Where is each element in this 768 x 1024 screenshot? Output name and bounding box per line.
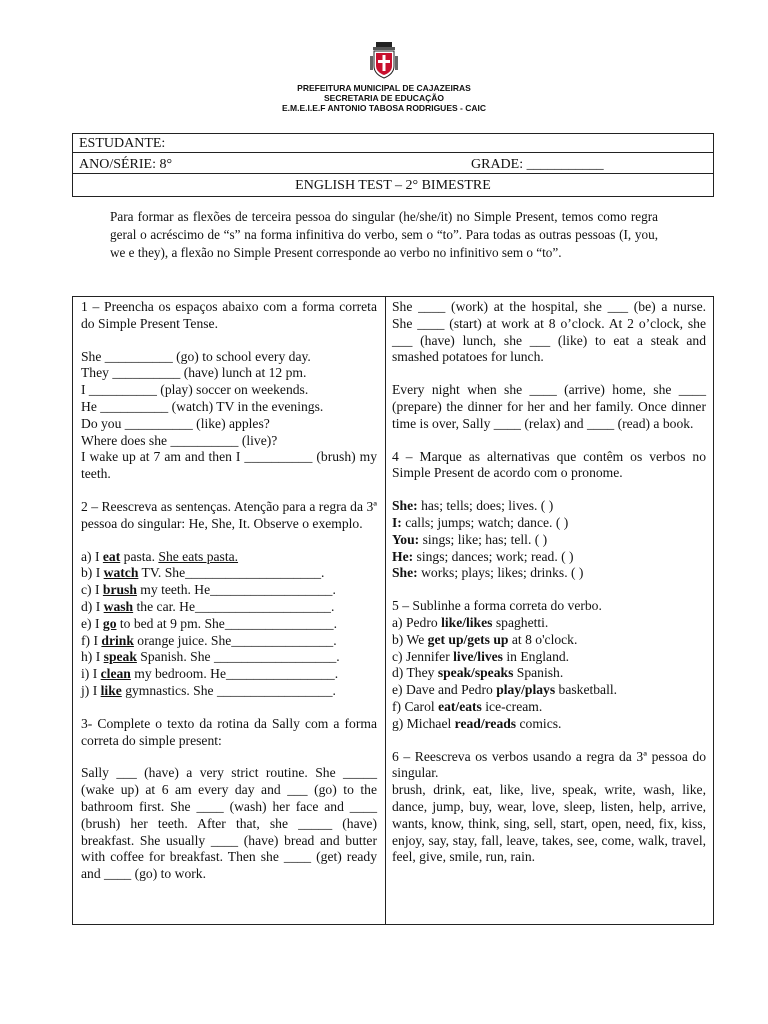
q1-line: She __________ (go) to school every day. [81,348,311,364]
grade-label: GRADE: ___________ [471,157,604,172]
q1-line: Where does she __________ (live)? [81,432,278,448]
q4-item: He: sings; dances; work; read. ( ) [392,548,574,564]
q1-line: I __________ (play) soccer on weekends. [81,382,309,398]
q5-item: c) Jennifer live/lives in England. [392,648,570,664]
q2-item: i) I clean my bedroom. He________________. [81,666,339,682]
q5-block [392,598,706,732]
test-title-row [73,176,713,194]
q4-item: She: has; tells; does; lives. ( ) [392,498,554,514]
q3-paragraph-1: Sally ___ (have) a very strict routine. She _____ (wake up) at 6 am every day and ___ (go) to the bathroom first. She ____ (wash) her face and ____ (brush) her teeth. After that, she _____ (have) breakfast. She usually ____ (have) bread and butter with coffee for breakfast. Then she ____ (get) ready and ____ (go) to work. [81,765,377,882]
q3-title: 3- Complete o texto da rotina da Sally com a forma correta do simple present: [81,715,377,748]
left-column [81,299,377,883]
header-line-3: E.M.E.I.E.F ANTONIO TABOSA RODRIGUES - CAIC [281,103,486,113]
student-info-box [72,133,714,197]
q3-paragraph-3: Every night when she ____ (arrive) home, she ____ (prepare) the dinner for her and her family. Once dinner time is over, Sally ____ (relax) and ____ (read) a book. [392,382,706,431]
q4-items [392,498,706,582]
q2-example: a) I eat pasta. She eats pasta. [81,548,239,564]
q5-item: d) They speak/speaks Spanish. [392,665,564,681]
right-column [392,299,706,866]
q1-last-line: I wake up at 7 am and then I __________ (brush) my teeth. [81,449,377,482]
column-divider [385,297,386,924]
q1-title: 1 – Preencha os espaços abaixo com a forma correta do Simple Present Tense. [81,299,377,331]
q2-item: f) I drink orange juice. She_______________. [81,632,337,648]
year-grade-row [73,155,713,174]
student-label: ESTUDANTE: [79,136,166,151]
q5-item: a) Pedro like/likes spaghetti. [392,614,549,630]
q1-line: Do you __________ (like) apples? [81,415,270,431]
header-line-1: PREFEITURA MUNICIPAL DE CAJAZEIRAS [297,83,471,93]
q4-item: She: works; plays; likes; drinks. ( ) [392,565,584,581]
q6-verbs: brush, drink, eat, like, live, speak, write, wash, like, dance, jump, buy, wear, love, sleep, listen, help, arrive, wants, know, think, sing, sell, start, open, need, fix, kiss, enjoy, say, stay, fall, leave, takes, see, come, walk, travel, feel, give, smile, run, rain. [392,782,706,865]
q4-title: 4 – Marque as alternativas que contêm os verbos no Simple Present de acordo com o pronome. [392,448,706,481]
q4-item: I: calls; jumps; watch; dance. ( ) [392,514,569,530]
q1-lines [81,349,377,450]
q2-item: b) I watch TV. She____________________. [81,565,325,581]
q2-item: e) I go to bed at 9 pm. She________________. [81,615,337,631]
q1-line: They __________ (have) lunch at 12 pm. [81,365,307,381]
student-row [73,134,713,153]
q2-item: d) I wash the car. He____________________. [81,598,335,614]
test-title: ENGLISH TEST – 2° BIMESTRE [295,178,491,193]
q5-title: 5 – Sublinhe a forma correta do verbo. [392,598,602,614]
q2-title: 2 – Reescreva as sentenças. Atenção para a regra da 3ª pessoa do singular: He, She, It. Observe o exemplo. [81,498,377,531]
q1-line: He __________ (watch) TV in the evenings. [81,398,324,414]
q2-item: h) I speak Spanish. She __________________. [81,649,340,665]
q5-item: g) Michael read/reads comics. [392,715,562,731]
q5-item: f) Carol eat/eats ice-cream. [392,698,543,714]
q3-paragraph-2: She ____ (work) at the hospital, she ___ (be) a nurse. She ____ (start) at work at 8 o’clock. At 2 o’clock, she ___ (have) lunch, she ___ (like) to eat a steak and smashed potatoes for lunch. [392,299,706,365]
q2-items [81,549,377,700]
q5-item: e) Dave and Pedro play/plays basketball. [392,682,618,698]
q5-item: b) We get up/gets up at 8 o'clock. [392,631,578,647]
school-header [0,83,768,113]
exercise-grid [72,296,714,925]
header-line-2: SECRETARIA DE EDUCAÇÃO [324,93,444,103]
q2-item: c) I brush my teeth. He__________________. [81,582,336,598]
q6-title: 6 – Reescreva os verbos usando a regra da 3ª pessoa do singular. [392,748,706,781]
q2-item: j) I like gymnastics. She _________________. [81,682,336,698]
year-label: ANO/SÉRIE: 8° [79,157,173,172]
intro-paragraph: Para formar as flexões de terceira pessoa do singular (he/she/it) no Simple Present, temos como regra geral o acréscimo de “s” na forma infinitiva do verbo, sem o “to”. Para todas as outras pessoas (I, you, we e they), a flexão no Simple Present corresponde ao verbo no infinitivo sem o “to”. [110,209,658,260]
coat-of-arms-icon [370,42,398,80]
q4-item: You: sings; like; has; tell. ( ) [392,531,548,547]
